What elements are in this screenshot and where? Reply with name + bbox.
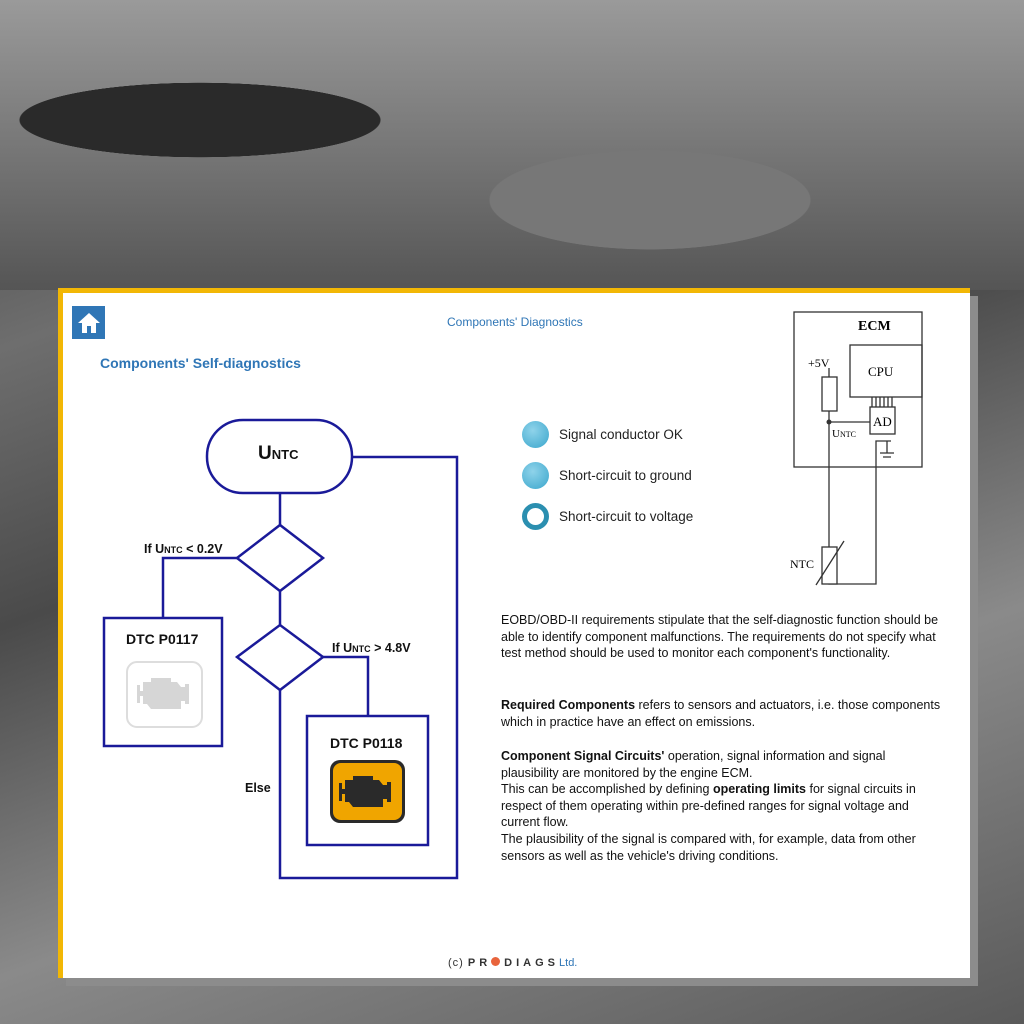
decision-diamond-1 [237, 525, 323, 591]
cpu-label: CPU [868, 364, 894, 379]
paragraph-required-components: Required Components refers to sensors and actuators, i.e. those components which in practice have an effect on emissions. [501, 698, 941, 729]
option-label: Signal conductor OK [559, 427, 683, 442]
else-label: Else [245, 781, 271, 795]
circuit-diagram [780, 300, 950, 600]
condition-label-1: If UNTC < 0.2V [144, 542, 223, 556]
page-header-title: Components' Diagnostics [447, 315, 583, 329]
ntc-label: NTC [790, 557, 814, 571]
condition-label-2: If UNTC > 4.8V [332, 641, 411, 655]
option-signal-ok[interactable] [522, 421, 683, 448]
dtc-label-1: DTC P0117 [126, 631, 199, 647]
flow-line [323, 657, 368, 716]
supply-label: +5V [808, 356, 830, 370]
engine-icon-inactive [127, 662, 202, 727]
paragraph-requirements: EOBD/OBD-II requirements stipulate that the self-diagnostic function should be able to identify component malfunctions. The requirements do not specify what test method should be used to monitor each component's functionality. [501, 613, 939, 661]
ad-label: AD [873, 414, 892, 429]
option-label: Short-circuit to ground [559, 468, 692, 483]
copyright-footer: (c) PR DIAGSLtd. [448, 957, 578, 969]
option-short-ground[interactable] [522, 462, 692, 489]
option-label: Short-circuit to voltage [559, 509, 694, 524]
radio-button[interactable] [522, 462, 549, 489]
radio-button-selected[interactable] [522, 503, 549, 530]
engine-icon-active [330, 760, 405, 823]
flow-line [163, 558, 237, 618]
section-title: Components' Self-diagnostics [100, 355, 301, 371]
untc-label: UNTC [832, 428, 856, 440]
paragraph-signal-circuits: Component Signal Circuits' operation, signal information and signal plausibility are monitored by the engine ECM. This can be accomplished by defining operating limits for signal circuits in respect of them operating within pre-defined ranges for signal voltage and current flow. The plausibility of the signal is compared with, for example, data from other sensors as well as the vehicle's driving conditions. [501, 749, 916, 863]
decision-diamond-2 [237, 625, 323, 690]
flow-start-label: UNTC [258, 443, 299, 464]
dtc-label-2: DTC P0118 [330, 735, 403, 751]
logo-dot-icon [491, 957, 500, 966]
radio-button[interactable] [522, 421, 549, 448]
ecm-label: ECM [858, 319, 891, 334]
option-short-voltage[interactable] [522, 503, 693, 530]
